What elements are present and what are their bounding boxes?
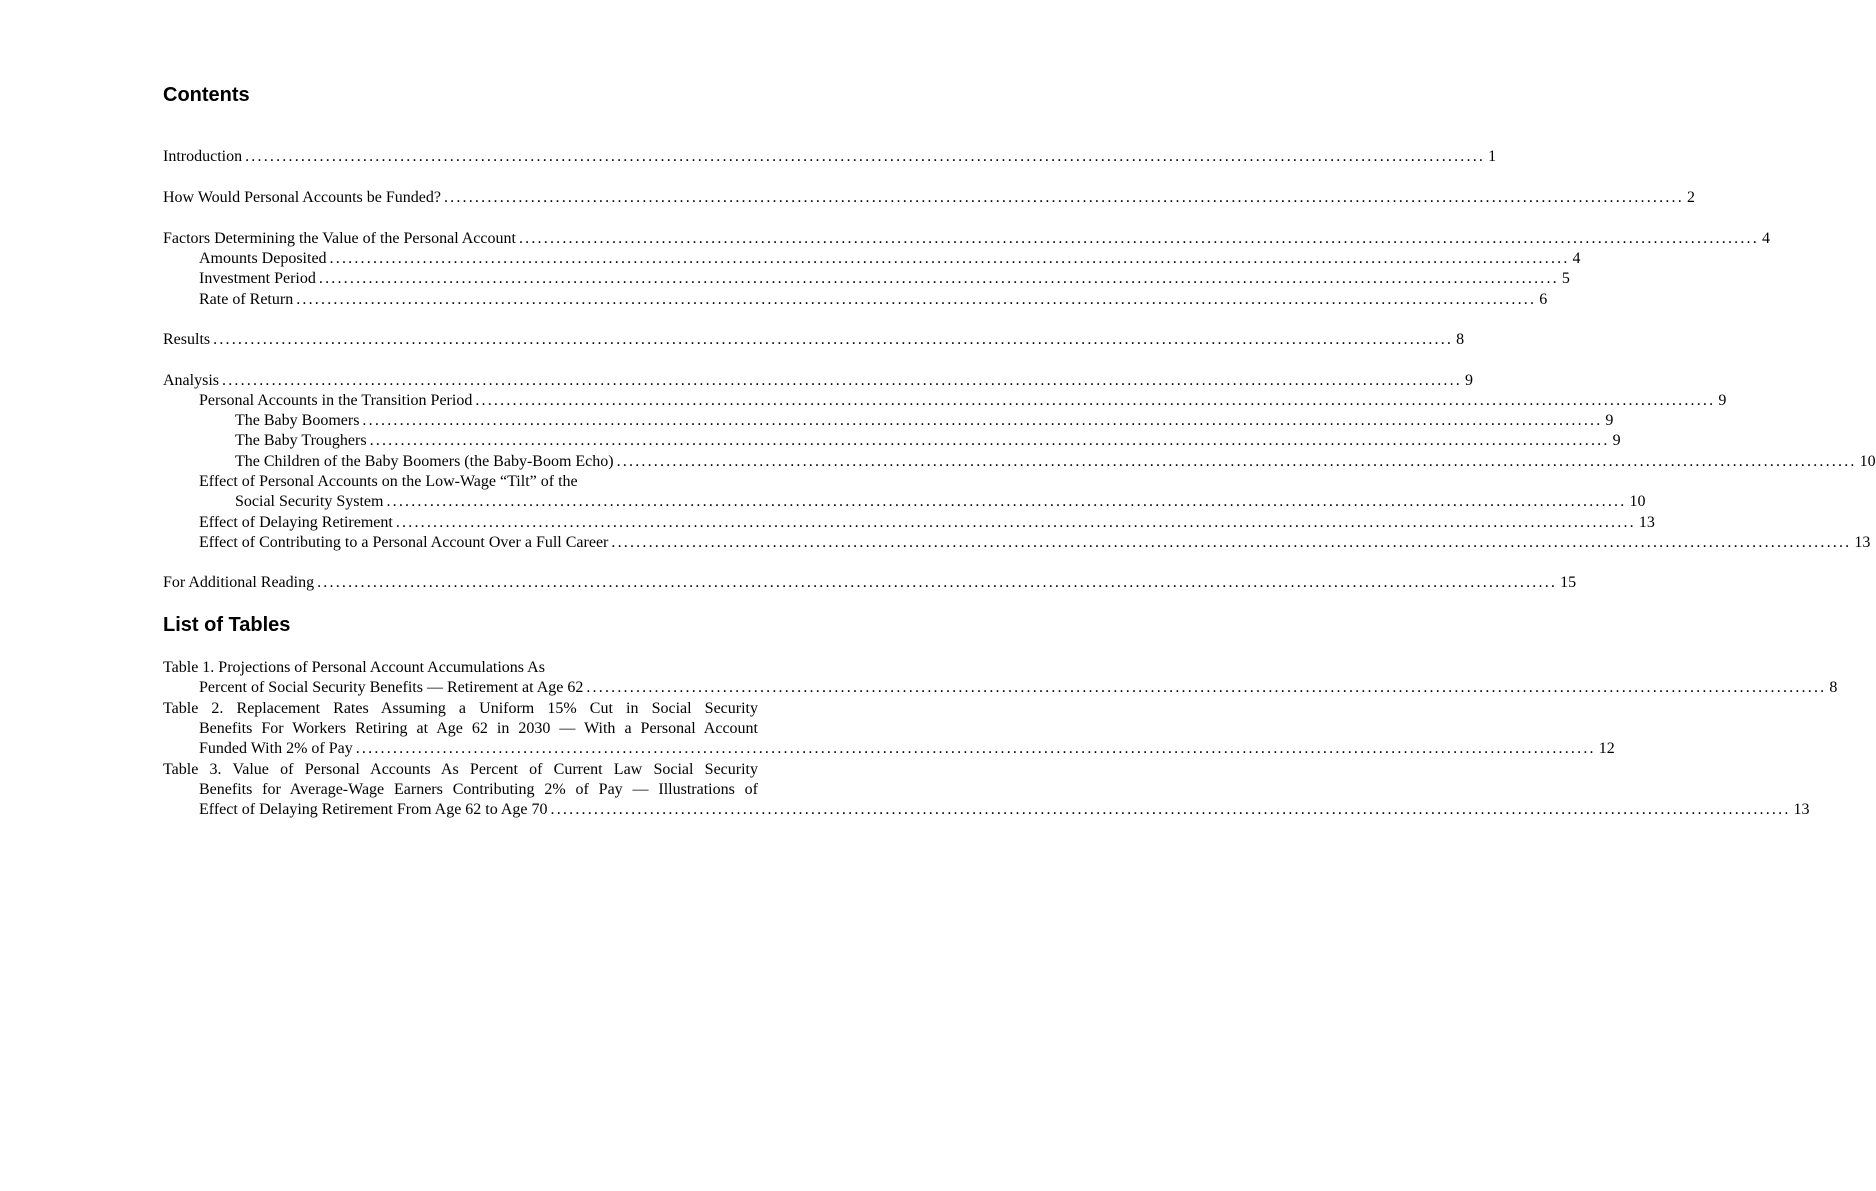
contents-heading: Contents	[163, 84, 250, 106]
dot-leader: ........................................................................................................................................................................................................	[475, 392, 1716, 409]
dot-leader: ........................................................................................................................................................................................................	[318, 270, 1559, 287]
dot-leader: ........................................................................................................................................................................................................	[222, 372, 1462, 389]
toc-entry-low-wage-tilt[interactable]: Effect of Personal Accounts on the Low-Wage “Tilt” of the	[199, 473, 578, 490]
table-3-entry-line2[interactable]: Benefits for Average-Wage Earners Contributing 2% of Pay — Illustrations of	[199, 781, 758, 798]
toc-entry-baby-boomers[interactable]: The Baby Boomers ........................................................................................................................................................................................................ 9	[235, 412, 1614, 429]
toc-entry-full-career[interactable]: Effect of Contributing to a Personal Account Over a Full Career ........................................................................................................................................................................................................ 13	[199, 534, 1871, 551]
toc-entry-results[interactable]: Results ........................................................................................................................................................................................................ 8	[163, 331, 1465, 348]
dot-leader: ........................................................................................................................................................................................................	[616, 453, 1857, 470]
toc-entry-social-security-system[interactable]: Social Security System ........................................................................................................................................................................................................ 10	[235, 493, 1646, 510]
table-1-entry-line2[interactable]: Percent of Social Security Benefits — Retirement at Age 62 ........................................................................................................................................................................................................ 8	[199, 679, 1838, 696]
dot-leader: ........................................................................................................................................................................................................	[369, 432, 1610, 449]
list-of-tables-heading: List of Tables	[163, 614, 291, 636]
table-1-entry-line1[interactable]: Table 1. Projections of Personal Account Accumulations As	[163, 659, 545, 676]
dot-leader: ........................................................................................................................................................................................................	[395, 514, 1636, 531]
dot-leader: ........................................................................................................................................................................................................	[611, 534, 1852, 551]
dot-leader: ........................................................................................................................................................................................................	[296, 291, 1537, 308]
dot-leader: ........................................................................................................................................................................................................	[586, 679, 1827, 696]
toc-entry-additional-reading[interactable]: For Additional Reading ........................................................................................................................................................................................................ 15	[163, 574, 1577, 591]
toc-entry-baby-boom-echo[interactable]: The Children of the Baby Boomers (the Baby-Boom Echo) ........................................................................................................................................................................................................ 10	[235, 453, 1876, 470]
toc-entry-rate-of-return[interactable]: Rate of Return ........................................................................................................................................................................................................ 6	[199, 291, 1548, 308]
dot-leader: ........................................................................................................................................................................................................	[329, 250, 1570, 267]
toc-entry-introduction[interactable]: Introduction ........................................................................................................................................................................................................ 1	[163, 148, 1497, 165]
dot-leader: ........................................................................................................................................................................................................	[386, 493, 1627, 510]
toc-entry-analysis[interactable]: Analysis ........................................................................................................................................................................................................ 9	[163, 372, 1473, 389]
table-2-entry-line3[interactable]: Funded With 2% of Pay ........................................................................................................................................................................................................ 12	[199, 740, 1615, 757]
dot-leader: ........................................................................................................................................................................................................	[518, 230, 1759, 247]
dot-leader: ........................................................................................................................................................................................................	[443, 189, 1684, 206]
toc-entry-factors[interactable]: Factors Determining the Value of the Personal Account ........................................................................................................................................................................................................ 4	[163, 230, 1770, 247]
toc-entry-investment-period[interactable]: Investment Period ........................................................................................................................................................................................................ 5	[199, 270, 1570, 287]
table-2-entry-line2[interactable]: Benefits For Workers Retiring at Age 62 in 2030 — With a Personal Account	[199, 720, 758, 737]
table-3-entry-line1[interactable]: Table 3. Value of Personal Accounts As Percent of Current Law Social Security	[163, 761, 758, 778]
toc-entry-transition-period[interactable]: Personal Accounts in the Transition Period ........................................................................................................................................................................................................ 9	[199, 392, 1727, 409]
dot-leader: ........................................................................................................................................................................................................	[355, 740, 1596, 757]
dot-leader: ........................................................................................................................................................................................................	[317, 574, 1558, 591]
toc-entry-amounts-deposited[interactable]: Amounts Deposited ........................................................................................................................................................................................................ 4	[199, 250, 1581, 267]
dot-leader: ........................................................................................................................................................................................................	[550, 801, 1791, 818]
dot-leader: ........................................................................................................................................................................................................	[362, 412, 1603, 429]
table-2-entry-line1[interactable]: Table 2. Replacement Rates Assuming a Uniform 15% Cut in Social Security	[163, 700, 758, 717]
table-3-entry-line3[interactable]: Effect of Delaying Retirement From Age 62 to Age 70 ........................................................................................................................................................................................................ 13	[199, 801, 1810, 818]
dot-leader: ........................................................................................................................................................................................................	[245, 148, 1486, 165]
dot-leader: ........................................................................................................................................................................................................	[213, 331, 1454, 348]
toc-entry-baby-troughers[interactable]: The Baby Troughers ........................................................................................................................................................................................................ 9	[235, 432, 1621, 449]
toc-entry-delaying-retirement[interactable]: Effect of Delaying Retirement ........................................................................................................................................................................................................ 13	[199, 514, 1655, 531]
toc-entry-funding[interactable]: How Would Personal Accounts be Funded? ........................................................................................................................................................................................................ 2	[163, 189, 1695, 206]
